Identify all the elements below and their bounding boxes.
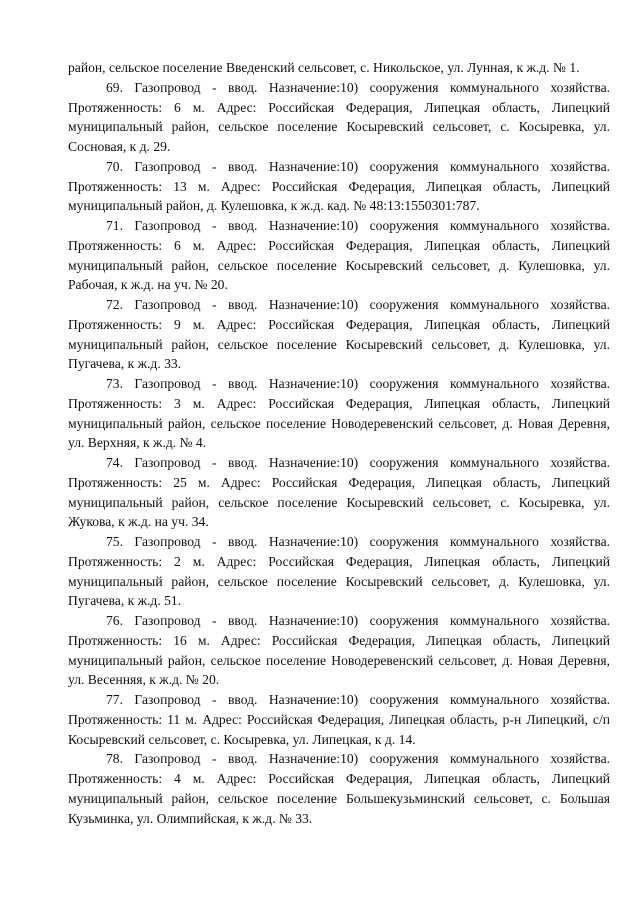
paragraph-item-78: 78. Газопровод - ввод. Назначение:10) сооружения коммунального хозяйства. Протяженность: 4 м. Адрес: Российская Федерация, Липецкая область, Липецкий муниципальный район, сельское поселение Большекузьминский сельсовет, с. Большая Кузьминка, ул. Олимпийская, к ж.д. № 33. xyxy=(68,751,610,826)
paragraph-item-71: 71. Газопровод - ввод. Назначение:10) сооружения коммунального хозяйства. Протяженность: 6 м. Адрес: Российская Федерация, Липецкая область, Липецкий муниципальный район, сельское поселение Косыревский сельсовет, д. Кулешовка, ул. Рабочая, к ж.д. на уч. № 20. xyxy=(68,218,610,293)
paragraph-item-76: 76. Газопровод - ввод. Назначение:10) сооружения коммунального хозяйства. Протяженность: 16 м. Адрес: Российская Федерация, Липецкая область, Липецкий муниципальный район, сельское поселение Новодеревенский сельсовет, д. Новая Деревня, ул. Весенняя, к ж.д. № 20. xyxy=(68,613,610,688)
paragraph-item-74: 74. Газопровод - ввод. Назначение:10) сооружения коммунального хозяйства. Протяженность: 25 м. Адрес: Российская Федерация, Липецкая область, Липецкий муниципальный район, сельское поселение Косыревский сельсовет, с. Косыревка, ул. Жукова, к ж.д. на уч. 34. xyxy=(68,455,610,530)
paragraph-item-69: 69. Газопровод - ввод. Назначение:10) сооружения коммунального хозяйства. Протяженность: 6 м. Адрес: Российская Федерация, Липецкая область, Липецкий муниципальный район, сельское поселение Косыревский сельсовет, с. Косыревка, ул. Сосновая, к д. 29. xyxy=(68,79,610,154)
paragraph-item-70: 70. Газопровод - ввод. Назначение:10) сооружения коммунального хозяйства. Протяженность: 13 м. Адрес: Российская Федерация, Липецкая область, Липецкий муниципальный район, д. Кулешовка, к ж.д. кад. № 48:13:1550301:787. xyxy=(68,158,610,214)
paragraph-item-73: 73. Газопровод - ввод. Назначение:10) сооружения коммунального хозяйства. Протяженность: 3 м. Адрес: Российская Федерация, Липецкая область, Липецкий муниципальный район, сельское поселение Новодеревенский сельсовет, д. Новая Деревня, ул. Верхняя, к ж.д. № 4. xyxy=(68,376,610,451)
paragraph-continuation: район, сельское поселение Введенский сельсовет, с. Никольское, ул. Лунная, к ж.д. № 1. xyxy=(68,60,580,75)
paragraph-item-75: 75. Газопровод - ввод. Назначение:10) сооружения коммунального хозяйства. Протяженность: 2 м. Адрес: Российская Федерация, Липецкая область, Липецкий муниципальный район, сельское поселение Косыревский сельсовет, д. Кулешовка, ул. Пугачева, к ж.д. 51. xyxy=(68,534,610,609)
document-page xyxy=(68,58,610,828)
paragraph-item-72: 72. Газопровод - ввод. Назначение:10) сооружения коммунального хозяйства. Протяженность: 9 м. Адрес: Российская Федерация, Липецкая область, Липецкий муниципальный район, сельское поселение Косыревский сельсовет, д. Кулешовка, ул. Пугачева, к ж.д. 33. xyxy=(68,297,610,372)
paragraph-item-77: 77. Газопровод - ввод. Назначение:10) сооружения коммунального хозяйства. Протяженность: 11 м. Адрес: Российская Федерация, Липецкая область, р-н Липецкий, с/п Косыревский сельсовет, с. Косыревка, ул. Липецкая, к д. 14. xyxy=(68,692,610,747)
